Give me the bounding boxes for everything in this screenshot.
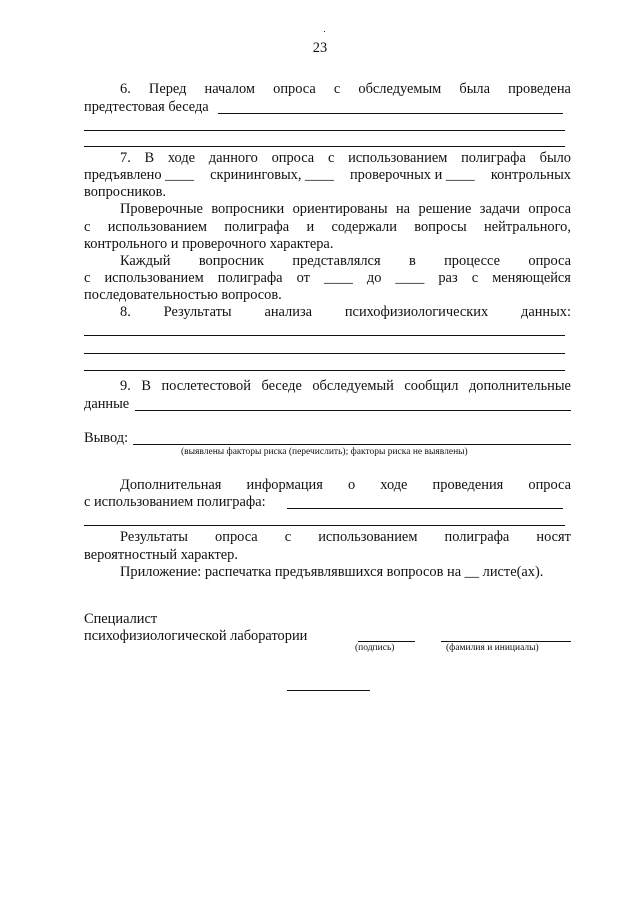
item9-line2: данные bbox=[84, 396, 130, 412]
each-para-line3: последовательностью вопросов. bbox=[84, 287, 282, 303]
item9-line1: 9. В послетестовой беседе обследуемый сообщил дополнительные bbox=[120, 378, 571, 394]
specialist-label: Специалист bbox=[84, 611, 158, 627]
check-para-line1: Проверочные вопросники ориентированы на решение задачи опроса bbox=[120, 201, 571, 217]
item6-blank-1 bbox=[218, 113, 563, 114]
item7-line1: 7. В ходе данного опроса с использованием полиграфа было bbox=[120, 150, 571, 166]
item7-line3: вопросников. bbox=[84, 184, 166, 200]
results-line1: Результаты опроса с использованием полиграфа носят bbox=[120, 529, 571, 545]
each-para-line2: с использованием полиграфа от ____ до ____ раз с меняющейся bbox=[84, 270, 571, 286]
check-para-line3: контрольного и проверочного характера. bbox=[84, 236, 334, 252]
additional-line2: с использованием полиграфа: bbox=[84, 494, 266, 510]
item9-blank bbox=[135, 410, 571, 411]
closing-separator bbox=[287, 690, 370, 691]
item8-line1: 8. Результаты анализа психофизиологических данных: bbox=[120, 304, 571, 320]
each-para-line1: Каждый вопросник представлялся в процессе опроса bbox=[120, 253, 571, 269]
item6-line2: предтестовая беседа bbox=[84, 99, 209, 115]
item7-line2: предъявлено ____ скрининговых, ____ проверочных и ____ контрольных bbox=[84, 167, 571, 183]
additional-blank-1 bbox=[287, 508, 563, 509]
name-blank bbox=[441, 641, 571, 642]
check-para-line2: с использованием полиграфа и содержали вопросы нейтрального, bbox=[84, 219, 571, 235]
name-hint: (фамилия и инициалы) bbox=[446, 643, 539, 653]
results-line3: Приложение: распечатка предъявлявшихся вопросов на __ листе(ах). bbox=[120, 564, 544, 580]
item8-blank-3 bbox=[84, 370, 565, 371]
conclusion-hint: (выявлены факторы риска (перечислить); факторы риска не выявлены) bbox=[181, 447, 468, 457]
item8-blank-2 bbox=[84, 353, 565, 354]
signature-blank bbox=[358, 641, 415, 642]
item6-blank-3 bbox=[84, 146, 565, 147]
item6-blank-2 bbox=[84, 130, 565, 131]
additional-blank-2 bbox=[84, 525, 565, 526]
conclusion-label: Вывод: bbox=[84, 430, 129, 446]
item8-blank-1 bbox=[84, 335, 565, 336]
results-line2: вероятностный характер. bbox=[84, 547, 238, 563]
top-mark bbox=[324, 31, 325, 32]
signature-hint: (подпись) bbox=[355, 643, 395, 653]
lab-label: психофизиологической лаборатории bbox=[84, 628, 308, 644]
item6-line1: 6. Перед началом опроса с обследуемым была проведена bbox=[120, 81, 571, 97]
conclusion-blank bbox=[133, 444, 571, 445]
page-number: 23 bbox=[312, 40, 328, 56]
additional-line1: Дополнительная информация о ходе проведения опроса bbox=[120, 477, 571, 493]
